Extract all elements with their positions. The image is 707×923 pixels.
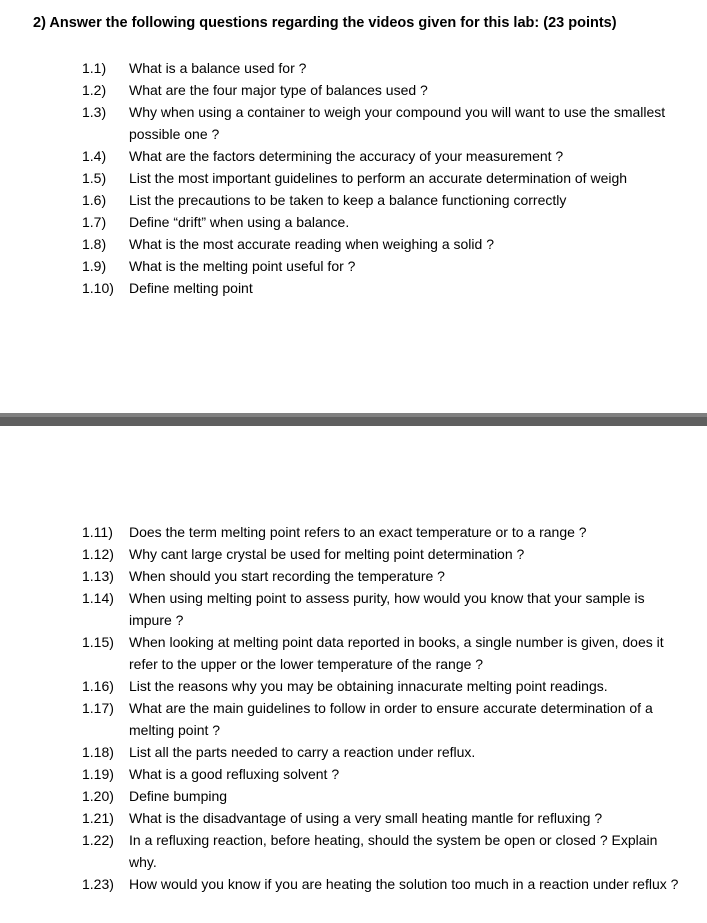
question-item bbox=[82, 631, 682, 675]
question-item bbox=[82, 255, 682, 277]
question-text: List all the parts needed to carry a reaction under reflux. bbox=[129, 744, 476, 760]
question-text: What is the melting point useful for ? bbox=[129, 258, 356, 274]
question-text: Why when using a container to weigh your compound you will want to use the smallest possible one ? bbox=[129, 104, 666, 142]
question-text: What is a balance used for ? bbox=[129, 60, 307, 76]
question-text: Define “drift” when using a balance. bbox=[129, 214, 350, 230]
question-text: Define bumping bbox=[129, 788, 228, 804]
section-heading: 2) Answer the following questions regarding the videos given for this lab: (23 points) bbox=[33, 15, 617, 31]
question-number: 1.6) bbox=[82, 192, 107, 208]
question-text: When looking at melting point data reported in books, a single number is given, does it refer to the upper or the lower temperature of the range ? bbox=[129, 634, 664, 672]
question-text: List the most important guidelines to perform an accurate determination of weigh bbox=[129, 170, 628, 186]
question-item bbox=[82, 189, 682, 211]
question-number: 1.5) bbox=[82, 170, 107, 186]
question-text: When should you start recording the temperature ? bbox=[129, 568, 445, 584]
question-text: List the reasons why you may be obtaining innacurate melting point readings. bbox=[129, 678, 608, 694]
question-number: 1.12) bbox=[82, 546, 114, 562]
question-text: When using melting point to assess purity, how would you know that your sample is impure ? bbox=[129, 590, 645, 628]
question-text: Define melting point bbox=[129, 280, 253, 296]
question-text: Why cant large crystal be used for melting point determination ? bbox=[129, 546, 525, 562]
question-number: 1.15) bbox=[82, 634, 114, 650]
question-item bbox=[82, 675, 682, 697]
question-item bbox=[82, 79, 682, 101]
question-text: What are the four major type of balances used ? bbox=[129, 82, 428, 98]
question-number: 1.22) bbox=[82, 832, 114, 848]
question-text: What are the main guidelines to follow in order to ensure accurate determination of a melting point ? bbox=[129, 700, 653, 738]
question-number: 1.9) bbox=[82, 258, 107, 274]
question-item bbox=[82, 587, 682, 631]
question-item bbox=[82, 829, 682, 873]
question-number: 1.8) bbox=[82, 236, 107, 252]
question-number: 1.10) bbox=[82, 280, 114, 296]
question-text: What are the factors determining the accuracy of your measurement ? bbox=[129, 148, 564, 164]
question-number: 1.17) bbox=[82, 700, 114, 716]
question-number: 1.21) bbox=[82, 810, 114, 826]
question-item bbox=[82, 565, 682, 587]
question-item bbox=[82, 543, 682, 565]
question-item bbox=[82, 763, 682, 785]
question-text: Does the term melting point refers to an exact temperature or to a range ? bbox=[129, 524, 587, 540]
question-number: 1.18) bbox=[82, 744, 114, 760]
question-number: 1.16) bbox=[82, 678, 114, 694]
question-number: 1.3) bbox=[82, 104, 107, 120]
question-item bbox=[82, 807, 682, 829]
question-text: How would you know if you are heating the solution too much in a reaction under reflux ? bbox=[129, 876, 679, 892]
question-item bbox=[82, 101, 682, 145]
question-text: What is a good refluxing solvent ? bbox=[129, 766, 340, 782]
question-number: 1.20) bbox=[82, 788, 114, 804]
question-item bbox=[82, 233, 682, 255]
question-item bbox=[82, 873, 682, 895]
question-item bbox=[82, 785, 682, 807]
question-text: What is the disadvantage of using a very small heating mantle for refluxing ? bbox=[129, 810, 603, 826]
question-item bbox=[82, 57, 682, 79]
question-item bbox=[82, 741, 682, 763]
question-number: 1.7) bbox=[82, 214, 107, 230]
page-divider bbox=[0, 413, 707, 426]
question-number: 1.19) bbox=[82, 766, 114, 782]
question-item bbox=[82, 277, 682, 299]
question-item bbox=[82, 211, 682, 233]
question-number: 1.1) bbox=[82, 60, 107, 76]
question-item bbox=[82, 145, 682, 167]
question-text: List the precautions to be taken to keep a balance functioning correctly bbox=[129, 192, 567, 208]
question-number: 1.14) bbox=[82, 590, 114, 606]
question-text: In a refluxing reaction, before heating, should the system be open or closed ? Explain why. bbox=[129, 832, 658, 870]
question-number: 1.2) bbox=[82, 82, 107, 98]
question-number: 1.4) bbox=[82, 148, 107, 164]
question-number: 1.13) bbox=[82, 568, 114, 584]
question-number: 1.11) bbox=[82, 524, 113, 540]
question-number: 1.23) bbox=[82, 876, 114, 892]
question-text: What is the most accurate reading when weighing a solid ? bbox=[129, 236, 494, 252]
question-item bbox=[82, 697, 682, 741]
question-item bbox=[82, 167, 682, 189]
question-item bbox=[82, 521, 682, 543]
